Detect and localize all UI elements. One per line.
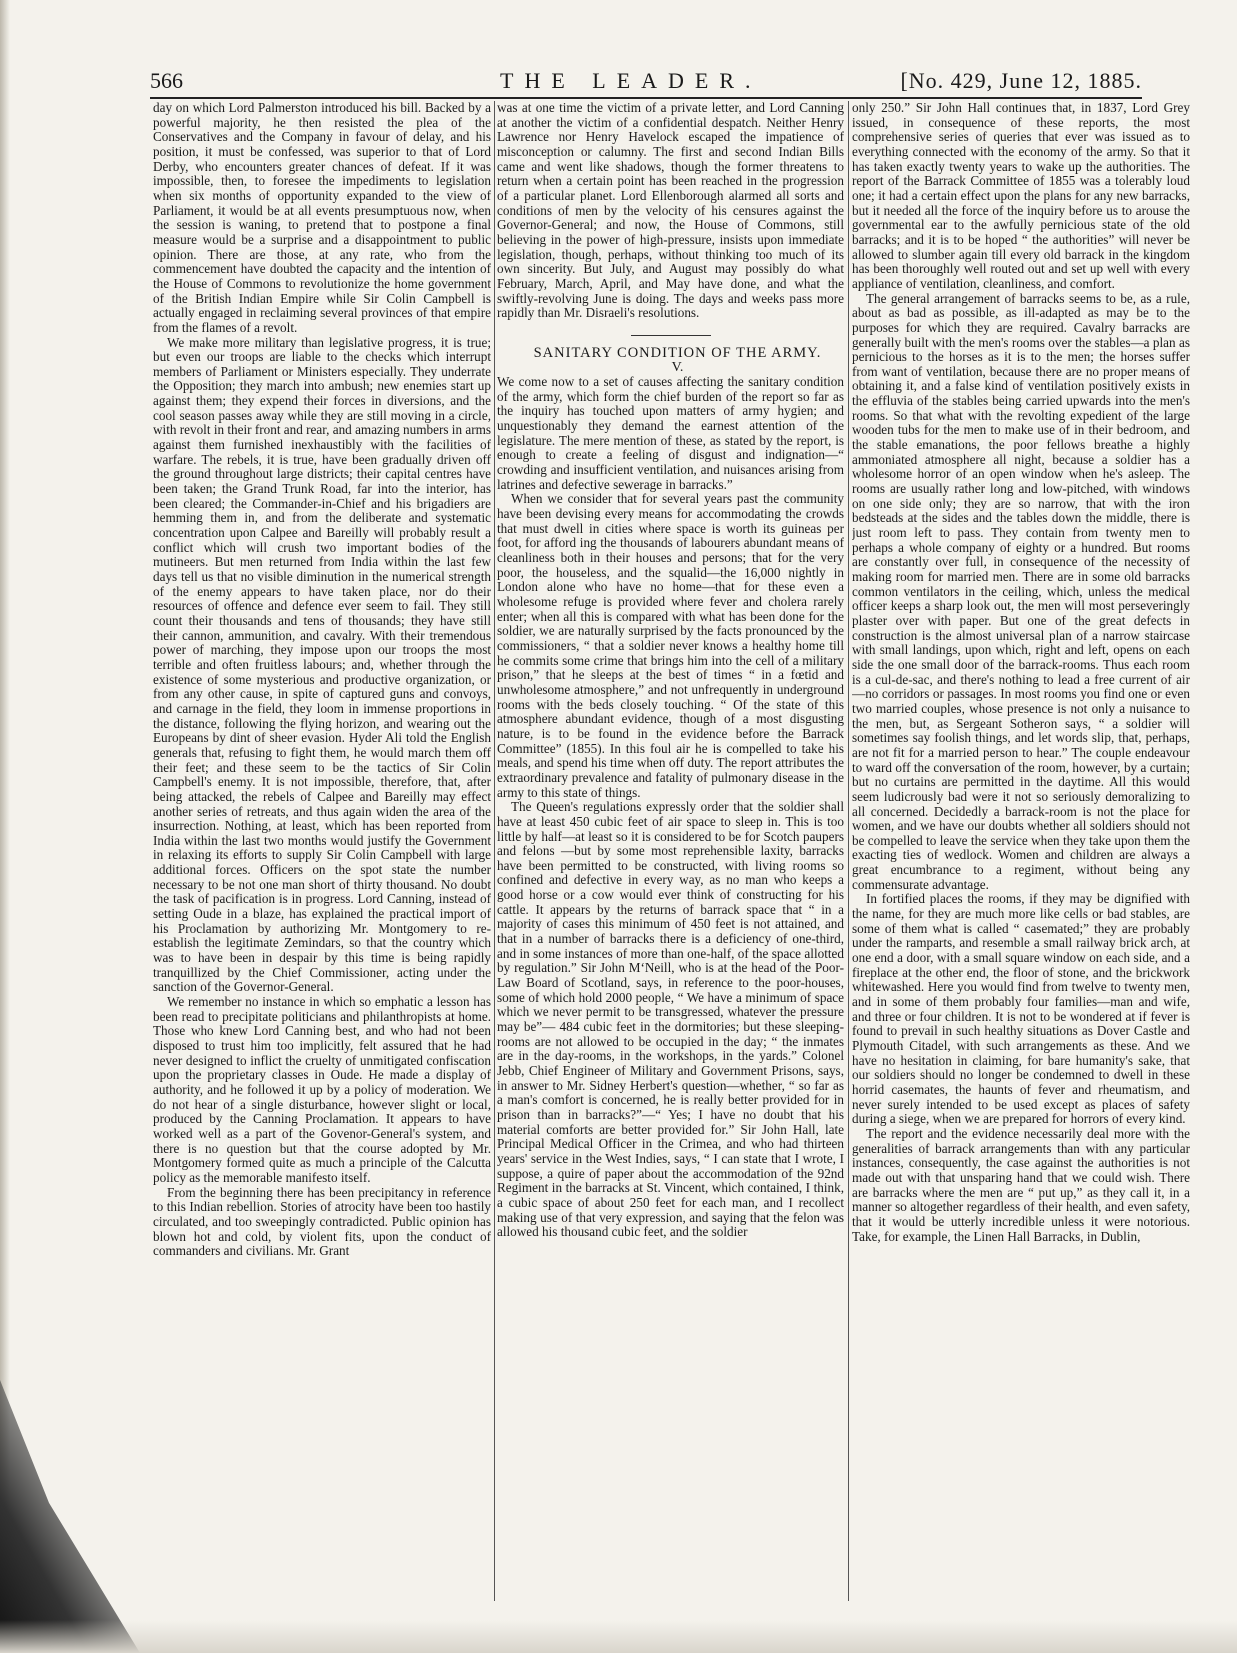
paragraph: The general arrangement of barracks seems to be, as a rule, about as bad as possible, as ill-adapted as may be to the purposes for which they are required. Cavalry barracks are generally built with the men's rooms over the stables—a plan as pernicious to the horses as it is to the men; the horses suffer from want of ventilation, because there are no proper means of obtaining it, and a false kind of ventilation positively exists in the effluvia of the stables being carried upwards into the men's rooms. So that what with the revolting expedient of the large wooden tubs for the men to make use of in their bedroom, and the stable emanations, the poor fellows breathe a highly ammoniated atmosphere all night, because a soldier has a wholesome horror of an open window when he's asleep. The rooms are usually rather long and low-pitched, with windows on one side only; they are so narrow, that with the iron bedsteads at the sides and the tables down the middle, there is just room left to pass. They contain from twenty men to perhaps a whole company of eighty or a hundred. But rooms are constantly over full, in consequence of the necessity of making room for married men. There are in some old barracks common ventilators in the ceiling, which, unless the medical officer keeps a sharp look out, the men will most perseveringly plaster over with paper. But one of the great defects in construction is the almost universal plan of a narrow staircase with small landings, upon which, right and left, opens on each side the one small door of the barrack-rooms. Thus each room is a cul-de-sac, and there's nothing to lead a free current of air—no corridors or passages. In most rooms you find one or even two married couples, whose presence is not only a nuisance to the men, but, as Sergeant Sotheron says, “ a soldier will sometimes say foolish things, and let words slip, that, perhaps, are not fit for a married person to hear.” The couple endeavour to ward off the conversation of the room, however, by a curtain; but no curtains are permitted in the daytime. All this would seem ludicrously bad were it not so seriously demoralizing to all concerned. Decidedly a barrack-room is not the place for women, and we have our doubts whether all soldiers should not be compelled to leave the service when they take upon them the exacting ties of wedlock. Women and children are always a great encumbrance to a regiment, without being any commensurate advantage. — [852, 290, 1190, 892]
paragraph: The Queen's regulations expressly order that the soldier shall have at least 450 cubic feet of air space to sleep in. This is too little by half—at least so it is considered to be for Scotch paupers and felons —but by some most reprehensible laxity, barracks have been permitted to be constructed, with living rooms so confined and defective in every way, as no man who keeps a good horse or a cow would ever think of constructing for his cattle. It appears by the returns of barrack space that “ in a majority of cases this minimum of 450 feet is not attained, and that in a number of barracks there is a deficiency of one-third, and in some instances of more than one-half, of the space allotted by regulation.” Sir John M‘Neill, who is at the head of the Poor-Law Board of Scotland, says, in reference to the poor-houses, some of which hold 2000 people, “ We have a minimum of space which we never permit to be transgressed, whatever the pressure may be”— 484 cubic feet in the dormitories; but these sleeping-rooms are not allowed to be occupied in the day; “ the inmates are in the day-rooms, in the workshops, in the yards.” Colonel Jebb, Chief Engineer of Military and Government Prisons, says, in answer to Mr. Sidney Herbert's question—whether, “ so far as a man's comfort is concerned, he is really better provided for in prison than in barracks?”—“ Yes; I have no doubt that his material comforts are better provided for.” Sir John Hall, late Principal Medical Officer in the Crimea, and who had thirteen years' service in the West Indies, says, “ I can state that I wrote, I suppose, a quire of paper about the accommodation of the 92nd Regiment in the barracks at St. Vincent, which contained, I think, a cubic space of about 250 feet for each man, and I recollect making use of that very expression, and saying that the felon was allowed his thousand cubic feet, and the soldier — [497, 799, 844, 1240]
article-title: SANITARY CONDITION OF THE ARMY. — [533, 344, 822, 361]
paragraph: When we consider that for several years past the community have been devising every means for accommodating the crowds that must dwell in cities where space is worth its guineas per foot, for afford ing the thousands of labourers abundant means of cleanliness both in their houses and persons; that for the very poor, the houseless, and the squalid—the 16,000 nightly in London alone who have no home—that for these even a wholesome refuge is provided where fever and cholera rarely enter; when all this is compared with what has been done for the soldier, we are naturally surprised by the facts pronounced by the commissioners, “ that a soldier never knows a healthy home till he commits some crime that brings him into the cell of a military prison,” that he sleeps at the best of times “ in a fœtid and unwholesome atmosphere,” and not unfrequently in underground rooms with the beds closely touching. “ Of the state of this atmosphere abundant evidence, though of a most disgusting nature, is to be found in the evidence before the Barrack Committee” (1855). In this foul air he is compelled to take his meals, and spend his time when off duty. The report attributes the extraordinary prevalence and fatality of pulmonary disease in the army to this state of things. — [497, 491, 844, 800]
binding-shadow — [0, 1380, 140, 1653]
page-header — [150, 68, 1142, 98]
paragraph: was at one time the victim of a private letter, and Lord Canning at another the victim of a confidential despatch. Neither Henry Lawrence nor Henry Havelock escaped the impatience of misconception or calumny. The first and second Indian Bills came and went like shadows, though the former threatens to return when a certain point has been reached in the progression of a particular planet. Lord Ellenborough alarmed all sorts and conditions of men by the velocity of his censures against the Governor-General; and now, the House of Commons, still believing in the power of high-pressure, insists upon immediate legislation, though, perhaps, without thinking too much of its own sincerity. But July, and August may possibly do what February, March, April, and May have done, and what the swiftly-revolving June is doing. The days and weeks pass more rapidly than Mr. Disraeli's resolutions. — [497, 101, 844, 321]
paragraph: only 250.” Sir John Hall continues that, in 1837, Lord Grey issued, in consequence of these reports, the most comprehensive series of queries that ever was issued as to everything connected with the economy of the army. So that it has taken exactly twenty years to wake up the authorities. The report of the Barrack Committee of 1855 was a tolerably loud one; it had a certain effect upon the plans for any new barracks, but it needed all the force of the inquiry before us to arouse the governmental ear to the awfully pernicious state of the old barracks; and it is to be hoped “ the authorities” will never be allowed to slumber again till every old barrack in the kingdom has been thoroughly well routed out and set up well with every appliance of ventilation, cleanliness, and comfort. — [852, 101, 1190, 291]
article-number: V. — [671, 359, 684, 375]
column-divider — [848, 101, 849, 1601]
article-separator — [631, 335, 711, 336]
page-bottom-edge — [0, 1620, 1237, 1653]
issue-date: [No. 429, June 12, 1885. — [900, 68, 1142, 93]
column-divider — [494, 101, 495, 1601]
masthead-title: THE LEADER. — [500, 68, 762, 93]
paragraph: We make more military than legislative progress, it is true; but even our troops are liable to the checks which interrupt members of Parliament or Ministers especially. They underrate the Opposition; they march into ambush; new enemies start up against them; they expend their forces in diversions, and the cool season passes away while they are still moving in a circle, with revolt in their front and rear, and amazing numbers in arms against them furnished inexhaustibly with the facilities of warfare. The rebels, it is true, have been gradually driven off the ground throughout large districts; their capital centres have been taken; the Grand Trunk Road, far into the interior, has been cleared; the Commander-in-Chief and his brigadiers are hemming them in, and from the deliberate and systematic concentration upon Calpee and Bareilly will probably result a conflict which will crush two important bodies of the mutineers. But men returned from India within the last few days tell us that no visible diminution in the numerical strength of the enemy appears to have taken place, nor do their resources of offence and defence ever seem to fail. They still count their thousands and tens of thousands; they have still their cannon, ammunition, and cavalry. With their tremendous power of marching, they impose upon our troops the most terrible and often fruitless labours; and, whether through the existence of some mysterious and productive organization, or from any other cause, in spite of captured guns and convoys, and carnage in the field, they loom in immense proportions in the distance, following the flying horizon, and wearing out the Europeans by dint of sheer evasion. Hyder Ali told the English generals that, refusing to fight them, he would march them off their feet; and these seem to be the tactics of Sir Colin Campbell's enemy. It is not impossible, therefore, that, after being attacked, the rebels of Calpee and Bareilly may effect another series of retreats, and thus again widen the area of the insurrection. Nothing, at least, which has been reported from India within the last two months would justify the Government in relaxing its efforts to supply Sir Colin Campbell with large additional forces. Officers on the spot state the number necessary to be not one man short of thirty thousand. No doubt the task of pacification is in progress. Lord Canning, instead of setting Oude in a blaze, has explained the practical import of his Proclamation by authorizing Mr. Montgomery to re-establish the legitimate Zemindars, so that the country which was to have been in despair by this time is being rapidly tranquillized by the Chief Commissioner, acting under the sanction of the Governor-General. — [153, 334, 491, 995]
paragraph: From the beginning there has been precipitancy in reference to this Indian rebellion. Stories of atrocity have been too hastily circulated, and too sweepingly contradicted. Public opinion has blown hot and cold, by violent fits, upon the conduct of commanders and civilians. Mr. Grant — [153, 1184, 491, 1259]
paragraph: We remember no instance in which so emphatic a lesson has been read to precipitate politicians and philanthropists at home. Those who knew Lord Canning best, and who had not been disposed to trust him too implicitly, felt assured that he had never designed to inflict the cruelty of unmitigated confiscation upon the proprietary classes in Oude. He made a display of authority, and he followed it up by a policy of moderation. We do not hear of a single disturbance, however slight or local, produced by the Canning Proclamation. It appears to have worked well as a part of the Govenor-General's system, and there is no question but that the course adopted by Mr. Montgomery formed quite as much a principle of the Calcutta policy as the memorable manifesto itself. — [153, 994, 491, 1185]
column-2 — [497, 101, 844, 1601]
column-1 — [153, 101, 491, 1601]
paragraph: The report and the evidence necessarily deal more with the generalities of barrack arrangements than with any particular instances, consequently, the case against the authorities is not made out with that unsparing hand that we could wish. There are barracks where the men are “ put up,” as they call it, in a manner so altogether regardless of their health, and even safety, that it would be utterly incredible unless it were notorious. Take, for example, the Linen Hall Barracks, in Dublin, — [852, 1125, 1190, 1244]
paragraph: In fortified places the rooms, if they may be dignified with the name, for they are much more like cells or bad stables, are some of them what is called “ casemated;” they are probably under the ramparts, and resemble a small railway brick arch, at one end a door, with a small square window on each side, and a fireplace at the other end, the floor of stone, and the brickwork whitewashed. Here you would find from twelve to twenty men, and in some of them probably four families—man and wife, and three or four children. It is not to be wondered at if fever is found to prevail in such healthy situations as Dover Castle and Plymouth Citadel, with such arrangements as these. And we have no hesitation in claiming, for bare humanity's sake, that our soldiers should no longer be condemned to dwell in these horrid casemates, the haunts of fever and rheumatism, and never surely intended to be used except as places of safety during a siege, when we are prepared for horrors of every kind. — [852, 891, 1190, 1127]
paragraph: day on which Lord Palmerston introduced his bill. Backed by a powerful majority, he then resisted the plea of the Conservatives and the Company in favour of delay, and his position, it must be confessed, was superior to that of Lord Derby, who encounters greater chances of defeat. If it was impossible, then, to foresee the impediments to legislation when six months of opportunity expanded to the view of Parliament, it would be at all events presumptuous now, when the session is waning, to pretend that to postpone a final measure would be a surprise and a disappointment to public opinion. There are those, at any rate, who from the commencement have doubted the capacity and the intention of the House of Commons to revolutionize the home government of the British Indian Empire while Sir Colin Campbell is actually engaged in reclaiming several provinces of that empire from the flames of a revolt. — [153, 101, 491, 335]
page-number: 566 — [150, 68, 183, 93]
column-3 — [852, 101, 1190, 1601]
header-rule — [150, 97, 1142, 99]
paragraph: We come now to a set of causes affecting the sanitary condition of the army, which form the chief burden of the report so far as the inquiry has touched upon matters of army hygien; and unquestionably they demand the earnest attention of the legislature. The mere mention of these, as stated by the report, is enough to create a feeling of disgust and indignation—“ crowding and insufficient ventilation, and nuisances arising from latrines and defective sewerage in barracks.” — [497, 374, 844, 492]
